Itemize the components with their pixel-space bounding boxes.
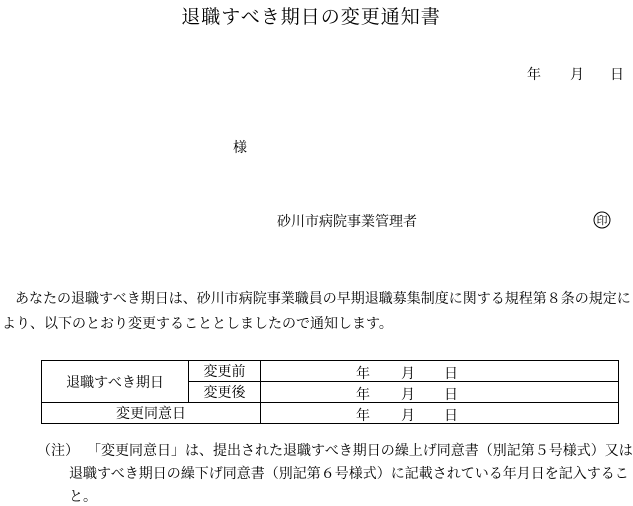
before-change-label: 変更前 xyxy=(189,361,261,382)
body-text-line-2: より、以下のとおり変更することとしましたので通知します。 xyxy=(2,316,393,332)
before-day-label: 日 xyxy=(444,366,458,382)
date-year-label: 年 xyxy=(527,67,541,83)
date-day-label: 日 xyxy=(610,67,624,83)
before-year-label: 年 xyxy=(356,366,370,382)
before-change-date-cell xyxy=(261,361,619,382)
seal-stamp-icon xyxy=(593,211,611,229)
note-line-2: 退職すべき期日の繰下げ同意書（別記第６号様式）に記載されている年月日を記入するこ xyxy=(69,466,629,482)
seal-text: 印 xyxy=(596,214,608,227)
date-change-table xyxy=(41,360,619,424)
issuer-name: 砂川市病院事業管理者 xyxy=(277,214,417,230)
agreed-day-label: 日 xyxy=(444,408,458,424)
note-line-1: 「変更同意日」は、提出された退職すべき期日の繰上げ同意書（別記第５号様式）又は xyxy=(87,443,633,459)
document-title: 退職すべき期日の変更通知書 xyxy=(181,6,441,28)
after-change-date-cell xyxy=(261,382,619,403)
after-day-label: 日 xyxy=(444,387,458,403)
after-month-label: 月 xyxy=(401,387,415,403)
after-change-label: 変更後 xyxy=(189,382,261,403)
addressee-suffix: 様 xyxy=(233,140,247,156)
date-month-label: 月 xyxy=(570,67,584,83)
note-line-3: と。 xyxy=(69,489,97,505)
table-row-agreed xyxy=(42,403,619,424)
note-label: （注） xyxy=(37,443,79,459)
before-month-label: 月 xyxy=(401,366,415,382)
body-text-line-1: あなたの退職すべき期日は、砂川市病院事業職員の早期退職募集制度に関する規程第８条の規定に xyxy=(15,291,631,307)
agreed-date-cell xyxy=(261,403,619,424)
after-year-label: 年 xyxy=(356,387,370,403)
table-row-before xyxy=(42,361,619,382)
agreed-year-label: 年 xyxy=(356,408,370,424)
agreed-month-label: 月 xyxy=(401,408,415,424)
retirement-date-label: 退職すべき期日 xyxy=(42,361,189,403)
agreed-date-label: 変更同意日 xyxy=(42,403,261,424)
